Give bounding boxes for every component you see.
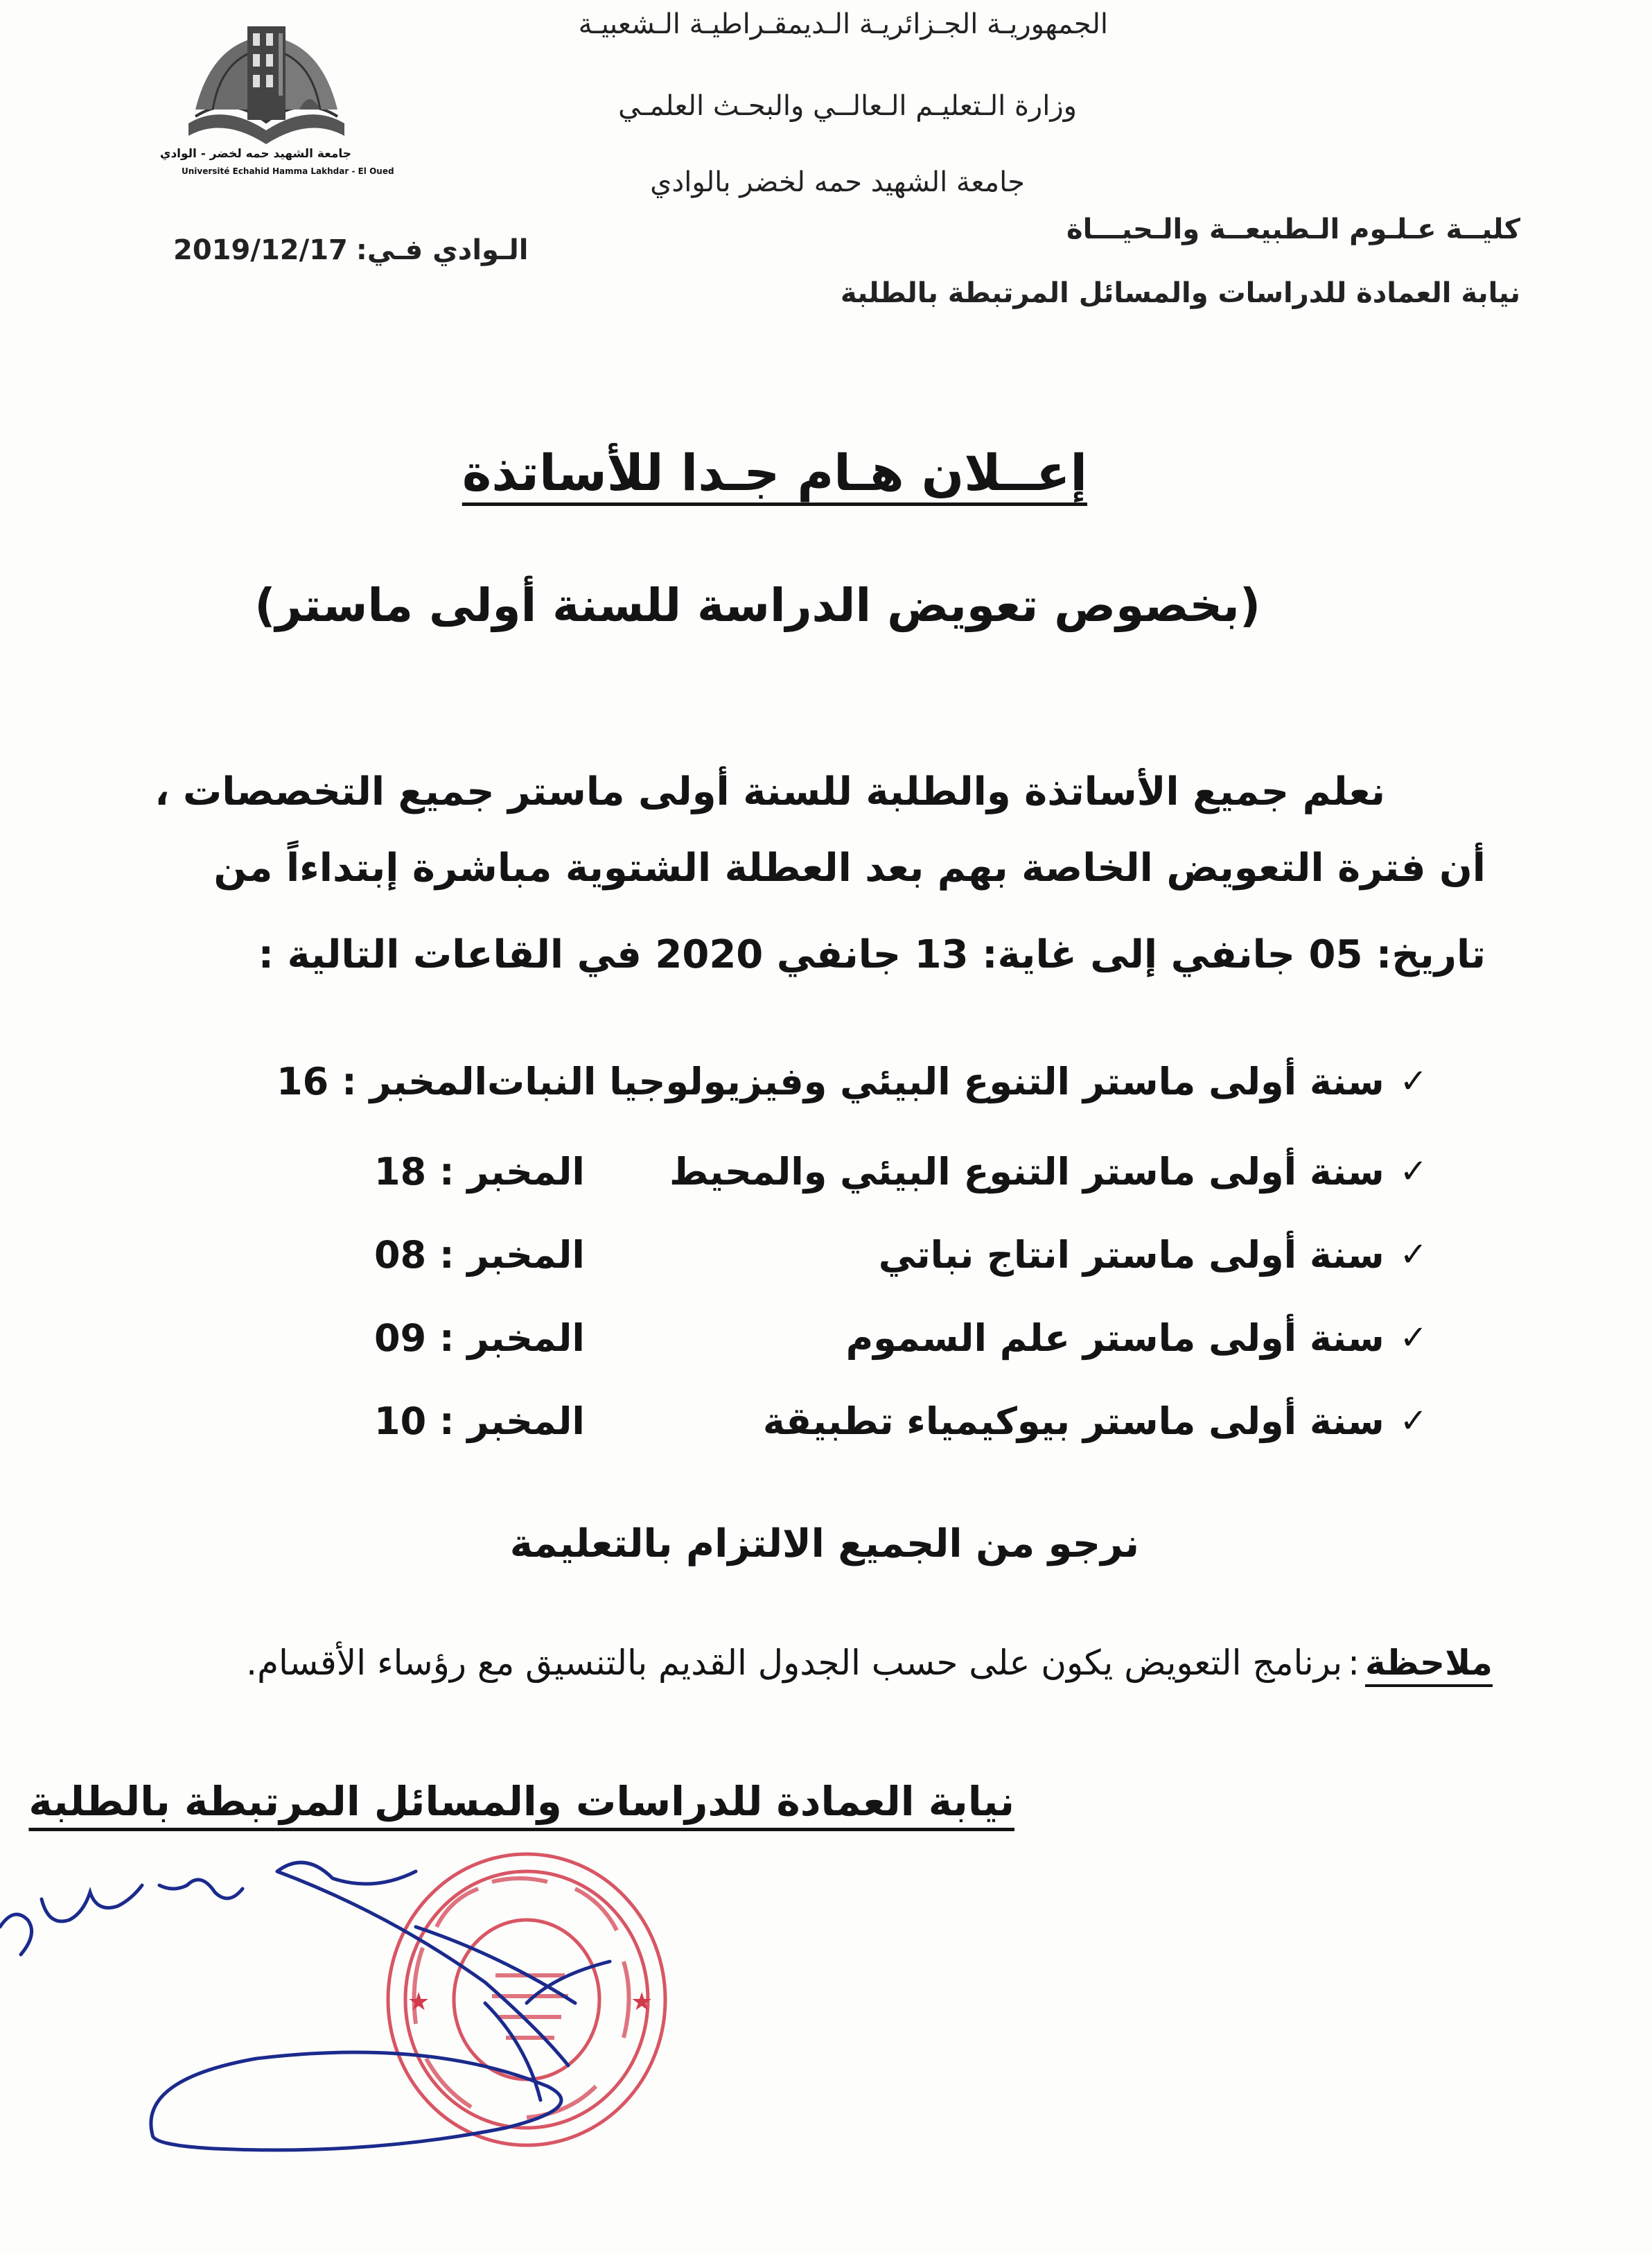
lab-number: 16 bbox=[276, 1059, 329, 1103]
header-vice-deanship: نيابة العمادة للدراسات والمسائل المرتبطة بالطلبة bbox=[840, 277, 1520, 309]
lab-reference: المخبر : 10 bbox=[374, 1399, 585, 1443]
lab-reference: المخبر : 09 bbox=[374, 1316, 585, 1360]
date-value: 2019/12/17 bbox=[173, 234, 348, 266]
body-line-1: نعلم جميع الأساتذة والطلبة للسنة أولى ماستر جميع التخصصات ، bbox=[155, 769, 1385, 814]
body-line-2: أن فترة التعويض الخاصة بهم بعد العطلة الشتوية مباشرة إبتداءاً من bbox=[213, 846, 1486, 891]
lab-number: 09 bbox=[374, 1316, 427, 1360]
lab-number: 18 bbox=[374, 1149, 427, 1194]
handwritten-signature bbox=[0, 1844, 728, 2190]
check-icon: ✓ bbox=[1399, 1401, 1427, 1440]
note-text: برنامج التعويض يكون على حسب الجدول القديم بالتنسيق مع رؤساء الأقسام. bbox=[246, 1643, 1343, 1683]
list-item bbox=[374, 1227, 1427, 1282]
list-item-main bbox=[846, 1316, 1427, 1360]
svg-text:★: ★ bbox=[407, 1988, 430, 2016]
date-label: الـوادي فـي: bbox=[355, 234, 529, 266]
note-label: ملاحظة bbox=[1365, 1643, 1493, 1683]
lab-reference: المخبر : 16 bbox=[276, 1059, 488, 1103]
date-line bbox=[173, 234, 529, 266]
university-logo-emblem bbox=[182, 12, 351, 151]
lab-label: المخبر bbox=[467, 1232, 585, 1277]
announcement-subtitle: (بخصوص تعويض الدراسة للسنة أولى ماستر) bbox=[254, 579, 1260, 632]
note-colon: : bbox=[1348, 1643, 1360, 1683]
list-item-main bbox=[879, 1233, 1427, 1277]
list-item bbox=[374, 1393, 1427, 1449]
list-item-main bbox=[763, 1399, 1427, 1443]
svg-text:★: ★ bbox=[631, 1988, 653, 2016]
list-item-main bbox=[487, 1060, 1427, 1103]
lab-label: المخبر bbox=[467, 1316, 585, 1360]
note-line bbox=[246, 1643, 1493, 1683]
lab-reference: المخبر : 18 bbox=[374, 1149, 585, 1194]
check-icon: ✓ bbox=[1399, 1152, 1427, 1191]
header-ministry: وزارة الـتعليـم الـعالــي والبحـث العلمـي bbox=[618, 90, 1077, 122]
logo-caption-french: Université Echahid Hamma Lakhdar - El Oued bbox=[182, 166, 394, 176]
header-university: جامعة الشهيد حمه لخضر بالوادي bbox=[650, 166, 1025, 198]
signature-scribble-icon bbox=[0, 1844, 728, 2190]
list-item-main bbox=[669, 1150, 1427, 1194]
check-icon: ✓ bbox=[1399, 1235, 1427, 1274]
lab-label: المخبر bbox=[369, 1059, 488, 1103]
header-faculty: كليــة عـلـوم الـطبيعــة والـحيـــاة bbox=[1066, 213, 1520, 245]
lab-reference: المخبر : 08 bbox=[374, 1232, 585, 1277]
lab-number: 10 bbox=[374, 1399, 427, 1443]
body-line-3: تاريخ: 05 جانفي إلى غاية: 13 جانفي 2020 في القاعات التالية : bbox=[258, 932, 1486, 977]
list-item bbox=[374, 1310, 1427, 1365]
list-item-text: سنة أولى ماستر علم السموم bbox=[845, 1316, 1385, 1360]
lab-number: 08 bbox=[374, 1232, 427, 1277]
lab-label: المخبر bbox=[467, 1149, 585, 1194]
list-item-text: سنة أولى ماستر بيوكيمياء تطبيقة bbox=[762, 1399, 1385, 1443]
list-item bbox=[374, 1144, 1427, 1199]
list-item-text: سنة أولى ماستر التنوع البيئي والمحيط bbox=[669, 1149, 1385, 1194]
check-icon: ✓ bbox=[1399, 1062, 1427, 1101]
signature-office: نيابة العمادة للدراسات والمسائل المرتبطة بالطلبة bbox=[28, 1778, 1014, 1825]
list-item-text: سنة أولى ماستر انتاج نباتي bbox=[878, 1232, 1385, 1277]
list-item bbox=[276, 1054, 1427, 1109]
check-icon: ✓ bbox=[1399, 1318, 1427, 1357]
logo-caption-arabic: جامعة الشهيد حمه لخضر - الوادي bbox=[159, 147, 351, 161]
header-republic: الجمهوريـة الجـزائريـة الـديمقـراطيـة الـشعبيـة bbox=[578, 8, 1108, 40]
closing-line: نرجو من الجميع الالتزام بالتعليمة bbox=[509, 1521, 1139, 1566]
list-item-text: سنة أولى ماستر التنوع البيئي وفيزيولوجيا النبات bbox=[487, 1059, 1385, 1103]
announcement-title: إعــلان هـام جـدا للأساتذة bbox=[462, 444, 1087, 502]
lab-label: المخبر bbox=[467, 1399, 585, 1443]
